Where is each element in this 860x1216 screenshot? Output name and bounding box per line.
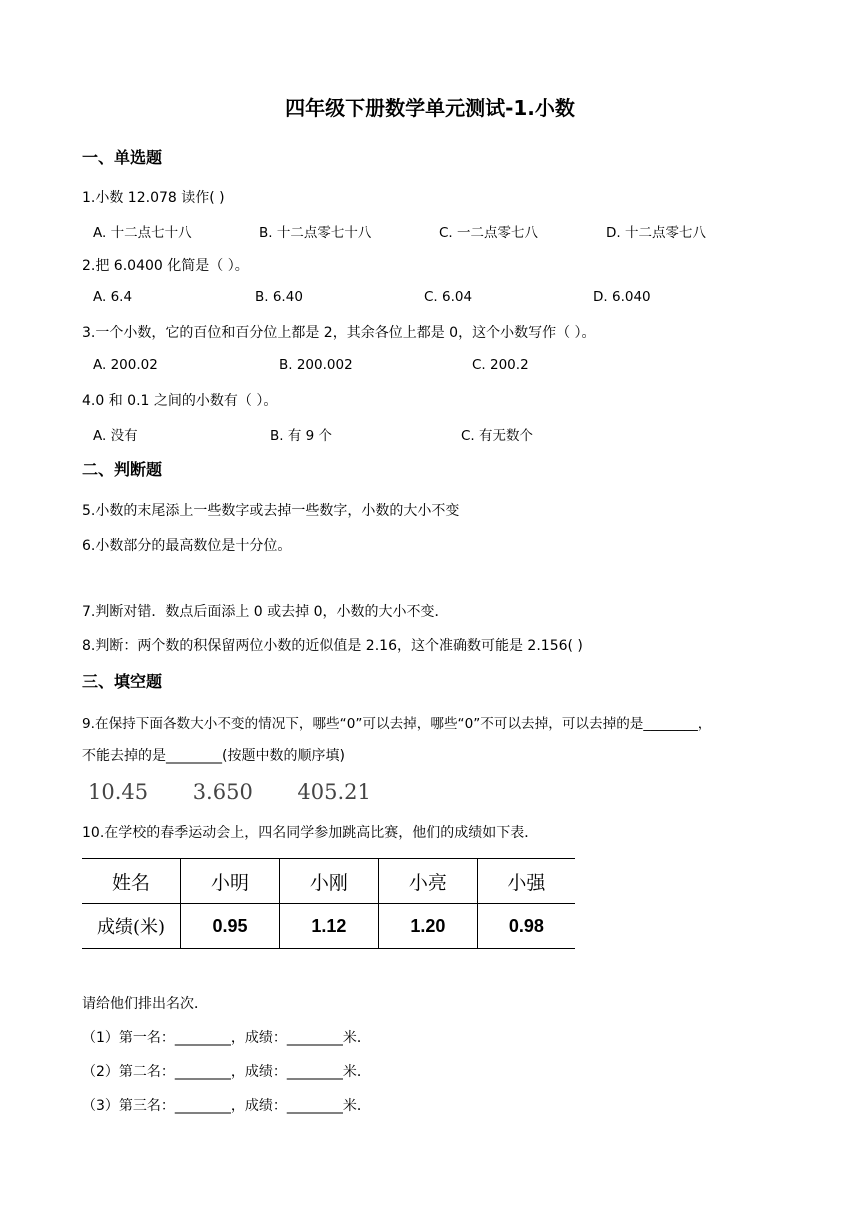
page-title: 四年级下册数学单元测试-1.小数 bbox=[285, 96, 575, 120]
question-4: 4.0 和 0.1 之间的小数有（ ）。 bbox=[82, 393, 278, 409]
section-heading-fill-in: 三、填空题 bbox=[82, 672, 163, 691]
q2-option-d: D. 6.040 bbox=[593, 289, 651, 305]
table-cell: 小亮 bbox=[378, 859, 477, 904]
question-9-line-2: 不能去掉的是________(按题中数的顺序填) bbox=[82, 748, 345, 764]
table-cell: 小刚 bbox=[279, 859, 378, 904]
q9-number: 3.650 bbox=[192, 780, 253, 804]
q9-number: 405.21 bbox=[297, 780, 371, 804]
table-cell: 小明 bbox=[181, 859, 280, 904]
question-6: 6.小数部分的最高数位是十分位。 bbox=[82, 538, 292, 554]
q4-option-c: C. 有无数个 bbox=[461, 428, 534, 444]
table-cell: 1.20 bbox=[378, 904, 477, 949]
table-row bbox=[82, 904, 575, 949]
q4-option-b: B. 有 9 个 bbox=[270, 428, 333, 444]
q3-option-c: C. 200.2 bbox=[472, 357, 529, 373]
q1-option-b: B. 十二点零七十八 bbox=[259, 225, 372, 241]
q10-blank-line-2: （2）第二名：________，成绩：________米． bbox=[82, 1064, 371, 1080]
q1-option-a: A. 十二点七十八 bbox=[93, 225, 192, 241]
section-heading-single-choice: 一、单选题 bbox=[82, 148, 163, 167]
table-cell: 0.95 bbox=[181, 904, 280, 949]
q3-option-a: A. 200.02 bbox=[93, 357, 158, 373]
table-header-row bbox=[82, 859, 575, 904]
question-9-line-1: 9.在保持下面各数大小不变的情况下，哪些“0”可以去掉，哪些“0”不可以去掉，可以去掉的是________， bbox=[82, 716, 712, 732]
q2-option-a: A. 6.4 bbox=[93, 289, 133, 305]
score-table bbox=[82, 858, 575, 949]
table-cell: 1.12 bbox=[279, 904, 378, 949]
question-3: 3.一个小数，它的百位和百分位上都是 2，其余各位上都是 0，这个小数写作（ ）。 bbox=[82, 325, 596, 341]
q10-blank-line-3: （3）第三名：________，成绩：________米． bbox=[82, 1098, 371, 1114]
question-7: 7.判断对错．数点后面添上 0 或去掉 0，小数的大小不变． bbox=[82, 604, 449, 620]
section-heading-true-false: 二、判断题 bbox=[82, 460, 163, 479]
q9-number: 10.45 bbox=[88, 780, 149, 804]
q1-option-d: D. 十二点零七八 bbox=[606, 225, 706, 241]
q2-option-c: C. 6.04 bbox=[424, 289, 473, 305]
question-8: 8.判断：两个数的积保留两位小数的近似值是 2.16，这个准确数可能是 2.156( ) bbox=[82, 638, 583, 654]
q4-option-a: A. 没有 bbox=[93, 428, 138, 444]
table-cell: 姓名 bbox=[82, 859, 181, 904]
question-10: 10.在学校的春季运动会上，四名同学参加跳高比赛，他们的成绩如下表． bbox=[82, 825, 539, 841]
question-2: 2.把 6.0400 化简是（ ）。 bbox=[82, 258, 249, 274]
table-cell: 成绩(米) bbox=[82, 904, 181, 949]
question-5: 5.小数的末尾添上一些数字或去掉一些数字，小数的大小不变 bbox=[82, 503, 460, 519]
q9-number-list bbox=[88, 780, 371, 804]
q10-blank-line-1: （1）第一名：________，成绩：________米． bbox=[82, 1030, 371, 1046]
q1-option-c: C. 一二点零七八 bbox=[439, 225, 539, 241]
q10-ranking-prompt: 请给他们排出名次． bbox=[82, 996, 208, 1012]
q3-option-b: B. 200.002 bbox=[279, 357, 353, 373]
question-1: 1.小数 12.078 读作( ) bbox=[82, 190, 225, 206]
table-cell: 小强 bbox=[477, 859, 575, 904]
q2-option-b: B. 6.40 bbox=[255, 289, 303, 305]
table-cell: 0.98 bbox=[477, 904, 575, 949]
